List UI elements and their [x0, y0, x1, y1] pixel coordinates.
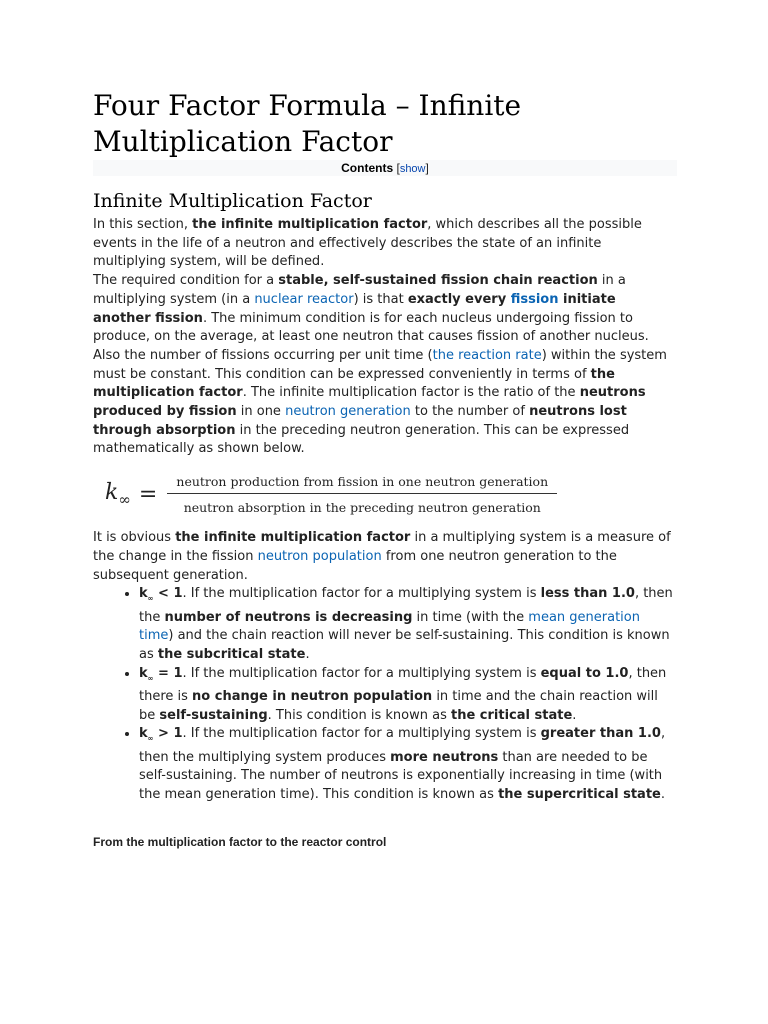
text: to the number of: [410, 404, 530, 420]
toc-bracket-open: [: [393, 161, 400, 175]
text: from one neutron generation to the subsequent generation.: [93, 548, 617, 583]
bold-text: the multiplication factor: [93, 366, 615, 401]
list-item-subcritical: [139, 585, 677, 664]
bold-text: exactly every: [407, 291, 511, 307]
bold-text: stable, self-sustained fission chain reaction: [278, 273, 598, 289]
formula-k: k: [105, 479, 119, 505]
text: , then the multiplying system produces: [139, 726, 666, 765]
population-paragraph: [93, 529, 677, 585]
bold-text: the subcritical state: [157, 646, 306, 662]
condition-paragraph: [93, 272, 677, 459]
formula-equals: =: [138, 481, 158, 507]
text: . The infinite multiplication factor is the ratio of the: [242, 385, 580, 401]
text: . The minimum condition is for each nucleus undergoing fission to produce, on the average, at least one neutron that causes fission of another nucleus. Also the number of fissions occurring per unit time (: [93, 310, 649, 363]
k-symbol: $k_\infty > 1$: [139, 726, 183, 743]
text: . If the multiplication factor for a multiplying system is: [182, 726, 541, 742]
text: in time (with the: [412, 609, 529, 625]
text: in time and the chain reaction will be: [139, 688, 658, 723]
bold-text: the critical state: [451, 707, 573, 723]
text: .: [572, 707, 577, 723]
bold-text: initiate another fission: [93, 291, 616, 326]
k-symbol: $k_\infty = 1$: [139, 665, 183, 683]
bold-text: neutrons lost through absorption: [93, 404, 627, 438]
text: in a multiplying system (in a: [93, 273, 626, 307]
bold-text: self-sustaining: [159, 707, 268, 723]
link-neutron-population[interactable]: neutron population: [257, 548, 382, 564]
k-symbol: $k_\infty < 1$: [139, 586, 183, 603]
list-item-critical: [139, 665, 677, 726]
formula-lhs: [105, 480, 131, 508]
bold-text: no change in neutron population: [192, 688, 433, 704]
text: . If the multiplication factor for a multiplying system is: [182, 665, 541, 681]
link-reaction-rate[interactable]: the reaction rate: [432, 347, 542, 363]
page-title: Four Factor Formula – Infinite Multiplication Factor: [93, 89, 522, 158]
text: The required condition for a: [93, 273, 279, 289]
text: in a multiplying system is a measure of the change in the fission: [93, 530, 671, 564]
table-of-contents: [93, 160, 677, 176]
link-nuclear-reactor[interactable]: nuclear reactor: [254, 291, 354, 307]
text: In this section,: [93, 217, 193, 232]
bold-text: equal to 1.0: [540, 665, 629, 681]
text: , then there is: [139, 665, 667, 704]
text: , then the: [139, 586, 673, 625]
criticality-list: [93, 585, 677, 805]
formula-denominator: neutron absorption in the preceding neutron generation: [183, 499, 541, 515]
bold-text: more neutrons: [390, 749, 499, 765]
text: in one: [236, 404, 286, 420]
text: in the preceding neutron generation. This can be expressed mathematically as shown below.: [93, 422, 630, 457]
link-neutron-generation[interactable]: neutron generation: [285, 404, 411, 420]
text: ) within the system must be constant. This condition can be expressed conveniently in terms of: [93, 347, 667, 382]
section-heading: Infinite Multiplication Factor: [93, 190, 372, 212]
link-mean-generation-time[interactable]: mean generation time: [139, 609, 640, 644]
text: .: [305, 646, 310, 662]
bold-text: less than 1.0: [540, 586, 635, 602]
multiplication-factor-formula: [105, 461, 677, 527]
bold-text: the infinite multiplication factor: [192, 217, 428, 232]
bold-text: the supercritical state: [498, 787, 661, 803]
toc-bracket-close: ]: [425, 161, 429, 175]
formula-fraction: [167, 474, 557, 515]
toc-label: Contents: [341, 161, 394, 175]
bold-text: greater than 1.0: [540, 726, 661, 742]
bold-text: neutrons produced by fission: [93, 385, 646, 420]
link-fission[interactable]: fission: [510, 291, 559, 307]
toc-show-link[interactable]: show: [399, 163, 426, 175]
text: It is obvious: [93, 530, 176, 546]
text: than are needed to be self-sustaining. The number of neutrons is exponentially increasing in time (with the mean generation time). This condition is known as: [139, 749, 663, 803]
text: ) is that: [353, 291, 408, 307]
next-section-heading: From the multiplication factor to the reactor control: [93, 834, 387, 849]
intro-paragraph: [93, 216, 677, 272]
text: ) and the chain reaction will never be self-sustaining. This condition is known as: [139, 628, 670, 662]
formula-numerator: neutron production from fission in one neutron generation: [176, 473, 549, 489]
text: . If the multiplication factor for a multiplying system is: [182, 586, 541, 602]
formula-infinity: ∞: [118, 490, 131, 509]
article: [93, 88, 677, 849]
text: . This condition is known as: [267, 707, 451, 723]
list-item-supercritical: [139, 725, 677, 804]
bold-text: number of neutrons is decreasing: [164, 609, 413, 625]
bold-text: the infinite multiplication factor: [175, 530, 411, 546]
text: .: [660, 787, 666, 803]
text: , which describes all the possible events in the life of a neutron and effectively describes the state of an infinite multiplying system, will be defined.: [93, 217, 642, 270]
